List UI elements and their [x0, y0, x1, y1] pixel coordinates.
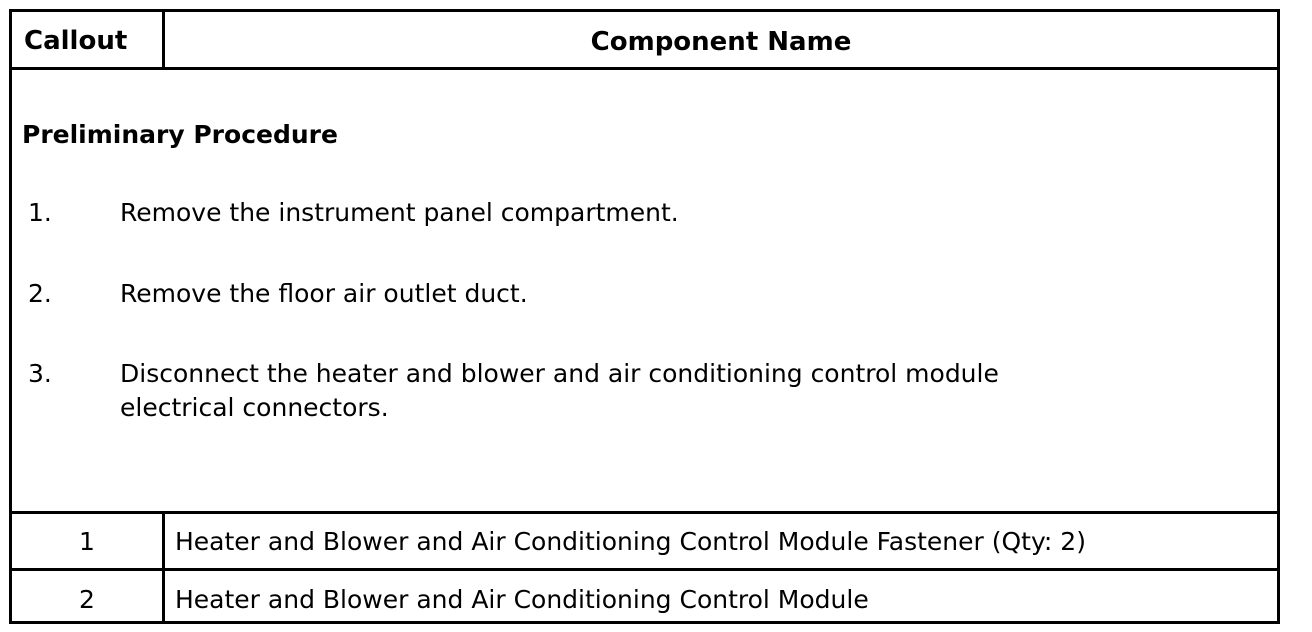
step-number: 2. — [28, 279, 52, 308]
table-header-row — [12, 12, 1277, 70]
step-text: Disconnect the heater and blower and air conditioning control module electrical connectors. — [120, 359, 999, 422]
step-text: Remove the instrument panel compartment. — [120, 198, 679, 227]
row-component-name: Heater and Blower and Air Conditioning Control Module — [175, 585, 869, 614]
header-component-name: Component Name — [590, 27, 852, 57]
row-callout: 1 — [79, 527, 95, 556]
step-number: 1. — [28, 198, 52, 227]
row-callout: 2 — [79, 585, 95, 614]
callout-table — [9, 9, 1280, 624]
table-row — [12, 514, 1277, 571]
column-divider — [162, 571, 165, 621]
step-number: 3. — [28, 359, 52, 388]
preliminary-procedure-title: Preliminary Procedure — [22, 120, 338, 149]
header-callout: Callout — [24, 26, 128, 56]
row-component-name: Heater and Blower and Air Conditioning Control Module Fastener (Qty: 2) — [175, 527, 1086, 556]
column-divider — [162, 514, 165, 568]
preliminary-procedure-section — [12, 70, 1277, 514]
table-row — [12, 571, 1277, 621]
step-text: Remove the floor air outlet duct. — [120, 279, 528, 308]
